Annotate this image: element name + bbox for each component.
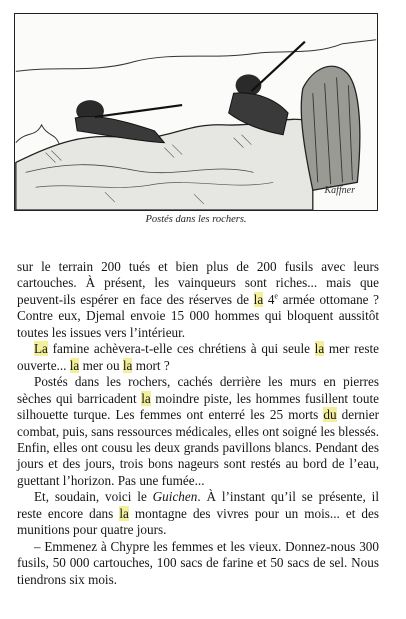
highlighted-word: La <box>34 341 48 357</box>
text-segment: Et, soudain, voici le <box>34 489 153 505</box>
text-segment: mort ? <box>132 357 170 373</box>
text-segment: Guichen <box>152 489 198 505</box>
text-segment: . À l’instant qu’il se présente, il reste encore dans <box>17 489 379 521</box>
text-segment: Postés dans les rochers, cachés derrière les murs en pierres sèches qui barricadent <box>17 374 379 406</box>
paragraph-p5 <box>17 539 379 588</box>
text-segment: armée ottomane ? Contre eux, Djemal envoie 15 000 hommes qui bloquent aussitôt toutes les issues vers l’intérieur. <box>17 291 379 340</box>
body-text <box>17 259 379 588</box>
text-segment: dernier combat, puis, sans ressources médicales, elles ont soigné les blessés. Enfin, elles ont cousu les deux grands pavillons blancs. Pendant des jours et des jours, trois bons nageurs sont restés au bord de l’eau, guettant l’horizon. Pas une fumée... <box>17 407 379 488</box>
highlighted-word: la <box>69 357 80 373</box>
text-segment: 4 <box>263 291 275 307</box>
text-segment: mer reste ouverte... <box>17 341 379 373</box>
paragraph-p4 <box>17 489 379 538</box>
highlighted-word: la <box>141 390 151 406</box>
text-segment: – Emmenez à Chypre les femmes et les vieux. Donnez-nous 300 fusils, 50 000 cartouches, 100 sacs de farine et 50 sacs de sel. Nous tiendrons six mois. <box>17 538 379 587</box>
illustration-frame <box>14 13 378 211</box>
text-segment: famine achèvera-t-elle ces chrétiens à qui seule <box>47 341 315 357</box>
highlighted-word: la <box>314 341 325 357</box>
highlighted-word: la <box>119 505 129 521</box>
text-segment: e <box>274 291 278 301</box>
two-riflemen-among-rocks-illustration <box>15 14 377 210</box>
paragraph-p3 <box>17 374 379 489</box>
paragraph-p2 <box>17 341 379 374</box>
highlighted-word: la <box>253 291 264 307</box>
highlighted-word: du <box>323 407 337 423</box>
text-segment: sur le terrain 200 tués et bien plus de 200 fusils avec leurs cartouches. À présent, les vainqueurs sont riches... mais que peuvent-ils espérer en face des réserves de <box>17 259 379 307</box>
figure-caption: Postés dans les rochers. <box>145 214 247 225</box>
highlighted-word: la <box>122 357 133 373</box>
text-segment: montagne des vivres pour un mois... et des munitions pour quatre jours. <box>17 505 379 538</box>
paragraph-p1 <box>17 259 379 341</box>
text-segment: mer ou <box>79 357 123 373</box>
text-segment: moindre piste, les hommes fusillent toute silhouette turque. Les femmes ont enterré les 25 morts <box>17 390 380 423</box>
illustration-signature: Kaffner <box>324 185 355 196</box>
